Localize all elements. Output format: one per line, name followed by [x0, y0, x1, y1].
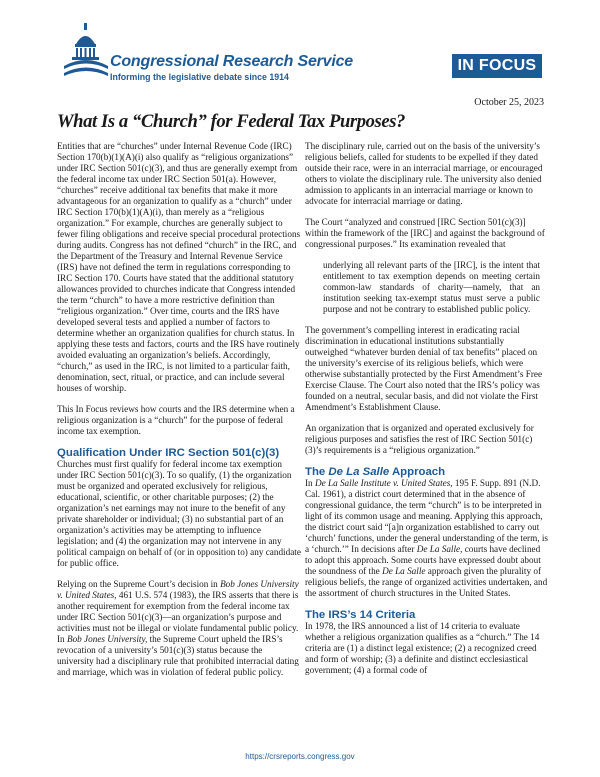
- court-quote: underlying all relevant parts of the [IRC], is the intent that entitlement to tax exemption depends on meeting certain common-law standards of charity—namely, that an institution seeking tax-exempt status must serve a public purpose and not be contrary to established public policy.: [323, 260, 540, 314]
- crs-logo: [64, 22, 354, 82]
- religious-organization-paragraph: An organization that is organized and operated exclusively for religious purposes and satisfies the rest of IRC Section 501(c)(3)’s requirements is a “religious organization.”: [305, 423, 534, 455]
- scope-paragraph: This In Focus reviews how courts and the IRS determine when a religious organization is a “church” for the purpose of federal income tax exemption.: [57, 404, 295, 436]
- section-heading-qualification: Qualification Under IRC Section 501(c)(3): [57, 447, 280, 459]
- disciplinary-paragraph: The disciplinary rule, carried out on the basis of the university’s religious beliefs, called for students to be expelled if they dated outside their race, were in an interracial marriage, or encouraged others to violate the disciplinary rule. The university also denied admission to applicants in an interracial marriage or known to advocate for interracial marriage or dating.: [305, 141, 543, 206]
- brand-name: Congressional Research Service: [110, 53, 354, 70]
- irs-criteria-paragraph: In 1978, the IRS announced a list of 14 criteria to evaluate whether a religious organization qualifies as a “church.” The 14 criteria are (1) a distinct legal existence; (2) a recognized creed and form of worship; (3) a definite and distinct ecclesiastical government; (4) a formal code of: [305, 621, 540, 675]
- intro-paragraph: Entities that are “churches” under Internal Revenue Code (IRC) Section 170(b)(1)(A)(i) also qualify as “religious organizations” under IRC Section 501(c)(3), and thus are generally exempt from the federal income tax under IRC Section 501(a). However, “churches” receive additional tax benefits that make it more advantageous for an organization to qualify as a “church” under IRC Section 170(b)(1)(A)(i), than merely as a “religious organization.” For example, churches are generally subject to fewer filing obligations and receive special procedural protections during audits. Congress has not defined “church” in the IRC, and the Department of the Treasury and Internal Revenue Service (IRS) have not defined the term in regulations corresponding to IRC Section 170. Courts have stated that the additional statutory allowances provided to churches indicate that Congress intended the term “church” to have a more restrictive definition than “religious organization.” Over time, courts and the IRS have developed several tests and applied a number of factors to determine whether an organization qualifies for church status. In applying these tests and factors, courts and the IRS have routinely avoided evaluating an organization’s beliefs. Accordingly, “church,” as used in the IRC, is not limited to a particular faith, denomination, sect, ritual, or practice, and can include several houses of worship.: [57, 141, 301, 393]
- in-focus-badge: IN FOCUS: [452, 54, 542, 78]
- capitol-dome-icon: [64, 22, 108, 80]
- section-heading-de-la-salle: The De La Salle Approach: [305, 466, 446, 478]
- left-column: [57, 141, 301, 688]
- page-title: What Is a “Church” for Federal Tax Purposes?: [57, 111, 405, 132]
- de-la-salle-paragraph: In De La Salle Institute v. United States, 195 F. Supp. 891 (N.D. Cal. 1961), a district court determined that in the absence of congressional guidance, the term “church” is to be interpreted in light of its common usage and meaning. Applying this approach, the district court said “[a]n organization established to carry out ‘church’ functions, under the general understanding of the term, is a ‘church.’” In decisions after De La Salle, courts have declined to adopt this approach. Some courts have expressed doubt about the soundness of the De La Salle approach given the plurality of religious beliefs, the range of organized activities undertaken, and the assortment of church structures in the United States.: [305, 478, 548, 598]
- section-heading-irs-criteria: The IRS’s 14 Criteria: [305, 609, 416, 621]
- government-interest-paragraph: The government’s compelling interest in eradicating racial discrimination in educational institutions substantially outweighed “whatever burden denial of tax benefits” placed on the university’s exercise of its religious beliefs, which were otherwise substantially protected by the First Amendment’s Free Exercise Clause. The Court also noted that the IRS’s policy was founded on a neutral, secular basis, and did not violate the First Amendment’s Establishment Clause.: [305, 325, 543, 412]
- case-name: De La Salle: [382, 566, 426, 576]
- requirements-paragraph: Churches must first qualify for federal income tax exemption under IRC Section 501(c)(3). To so qualify, (1) the organization must be organized and operated exclusively for religious, educational, scientific, or other charitable purposes; (2) the organization’s net earnings may not inure to the benefit of any private shareholder or individual; (3) no substantial part of an organization’s activities may be attempting to influence legislation; and (4) the organization may not intervene in any political campaign on behalf of (or in opposition to) any candidate for public office.: [57, 459, 301, 568]
- case-name: Bob Jones University,: [66, 634, 148, 644]
- publication-date: October 25, 2023: [474, 97, 544, 108]
- brand-tagline: Informing the legislative debate since 1914: [110, 72, 289, 82]
- case-name: De La Salle Institute v. United States,: [314, 478, 453, 488]
- right-column: [305, 141, 549, 686]
- footer-link[interactable]: https://crsreports.congress.gov: [245, 752, 355, 761]
- case-name: De La Salle,: [416, 544, 463, 554]
- bob-jones-paragraph: Relying on the Supreme Court’s decision in Bob Jones University v. United States, 461 U.S. 574 (1983), the IRS asserts that there is another requirement for exemption from the federal income tax under IRC Section 501(c)(3)—an organization’s purpose and activities must not be illegal or violate fundamental public policy. In Bob Jones University, the Supreme Court upheld the IRS’s revocation of a university’s 501(c)(3) status because the university had a disciplinary rule that prohibited interracial dating and marriage, which was in violation of federal public policy.: [57, 579, 299, 677]
- court-analysis-paragraph: The Court “analyzed and construed [IRC Section 501(c)(3)] within the framework of the [IRC] and against the background of congressional purposes.” Its examination revealed that: [305, 217, 545, 249]
- case-name: Bob Jones University v. United States,: [57, 579, 299, 600]
